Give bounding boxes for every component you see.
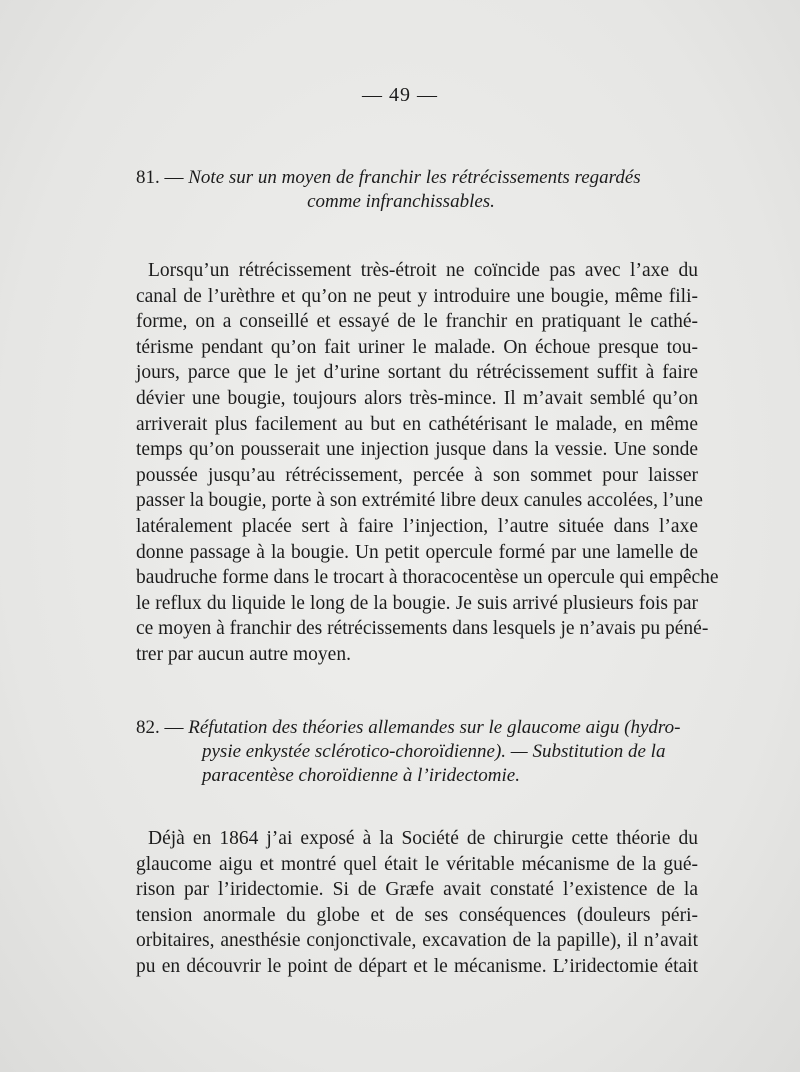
section-81-dash: —: [164, 167, 184, 188]
paragraph-line: rison par l’iridectomie. Si de Græfe avait constaté l’existence de la: [136, 879, 698, 901]
paragraph-line: térisme pendant qu’on fait uriner le malade. On échoue presque tou-: [136, 336, 698, 358]
paragraph-line: Déjà en 1864 j’ai exposé à la Société de chirurgie cette théorie du: [148, 828, 698, 849]
paragraph-line: donne passage à la bougie. Un petit opercule formé par une lamelle de: [136, 541, 698, 563]
paragraph-line: latéralement placée sert à faire l’injection, l’autre située dans l’axe: [136, 515, 698, 537]
paragraph-line: tension anormale du globe et de ses conséquences (douleurs péri-: [136, 904, 698, 926]
section-81-title-line2: comme infranchissables.: [307, 191, 495, 212]
paragraph-line: orbitaires, anesthésie conjonctivale, excavation de la papille), il n’avait: [136, 930, 698, 952]
paragraph-line: canal de l’urèthre et qu’on ne peut y introduire une bougie, même fili-: [136, 285, 698, 307]
section-81-number: 81.: [136, 167, 160, 188]
section-82-title-line3: paracentèse choroïdienne à l’iridectomie.: [202, 765, 520, 786]
section-81-paragraph: [136, 258, 719, 668]
paragraph-line: le reflux du liquide le long de la bougie. Je suis arrivé plusieurs fois par: [136, 592, 698, 614]
paragraph-line: poussée jusqu’au rétrécissement, percée à son sommet pour laisser: [136, 464, 698, 486]
section-82-dash: —: [164, 717, 184, 738]
section-81-heading: [136, 166, 706, 214]
paragraph-line: Lorsqu’un rétrécissement très-étroit ne coïncide pas avec l’axe du: [148, 260, 698, 281]
paragraph-line: trer par aucun autre moyen.: [136, 643, 351, 665]
page-number: — 49 —: [362, 84, 438, 106]
section-82-paragraph: [136, 826, 698, 980]
paragraph-line: passer la bougie, porte à son extrémité libre deux canules accolées, l’une: [136, 490, 703, 512]
paragraph-line: arriverait plus facilement au but en cathétérisant le malade, en même: [136, 413, 698, 435]
paragraph-line: ce moyen à franchir des rétrécissements dans lesquels je n’avais pu péné-: [136, 618, 709, 640]
paragraph-line: dévier une bougie, toujours alors très-mince. Il m’avait semblé qu’on: [136, 387, 698, 409]
paragraph-line: pu en découvrir le point de départ et le mécanisme. L’iridectomie était: [136, 955, 698, 977]
paragraph-line: forme, on a conseillé et essayé de le franchir en pratiquant le cathé-: [136, 311, 698, 333]
section-82-heading: [136, 716, 700, 788]
section-82-title-line2: pysie enkystée sclérotico-choroïdienne). — Substitution de la: [202, 741, 666, 762]
paragraph-line: baudruche forme dans le trocart à thoracocentèse un opercule qui empêche: [136, 567, 719, 589]
paragraph-line: jours, parce que le jet d’urine sortant du rétrécissement suffit à faire: [136, 362, 698, 384]
paragraph-line: temps qu’on pousserait une injection jusque dans la vessie. Une sonde: [136, 439, 698, 461]
section-82-number: 82.: [136, 717, 160, 738]
section-82-title-line1: Réfutation des théories allemandes sur le glaucome aigu (hydro-: [188, 717, 681, 738]
section-81-title-line1: Note sur un moyen de franchir les rétrécissements regardés: [188, 167, 641, 188]
paragraph-line: glaucome aigu et montré quel était le véritable mécanisme de la gué-: [136, 853, 698, 875]
